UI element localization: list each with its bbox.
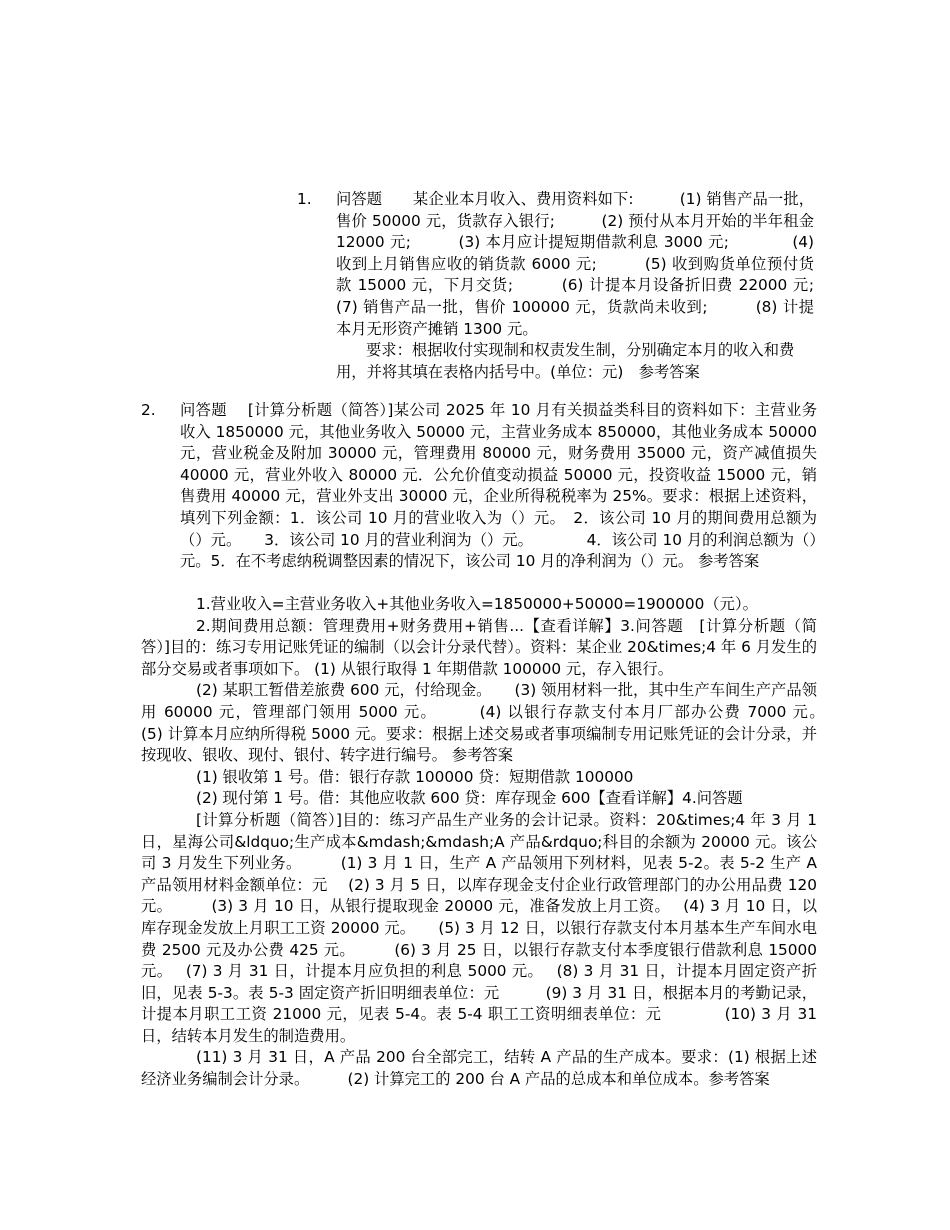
answer-line: (1) 银收第 1 号。借：银行存款 100000 贷：短期借款 100000	[196, 767, 634, 786]
answer-line: (2) 现付第 1 号。借：其他应收款 600 贷：库存现金 600【查看详解】4.问答题	[196, 789, 743, 808]
question-2	[141, 400, 817, 573]
question-body: 问答题 某企业本月收入、费用资料如下: (1) 销售产品一批，售价 50000 元，货款存入银行; (2) 预付从本月开始的半年租金 12000 元; (3) 本月应计提短期借款利息 3000 元; (4) 收到上月销售应收的销货款 6000 元; (5) 收到购货单位预付货款 15000 元，下月交货; (6) 计提本月设备折旧费 22000 元; (7) 销售产品一批，售价 100000 元，货款尚未收到; (8) 计提本月无形资产摊销 1300 元。	[336, 190, 860, 338]
answer-line: 2.期间费用总额：管理费用+财务费用+销售...【查看详解】3.问答题 [计算分析题（简答）]目的：练习专用记账凭证的编制（以会计分录代替）。资料：某企业 20&times;4 年 6 月发生的部分交易或者事项如下。 (1) 从银行取得 1 年期借款 100000 元，存入银行。	[141, 616, 817, 678]
question-1	[297, 189, 860, 383]
question-paragraph: [计算分析题（简答）]目的：练习产品生产业务的会计记录。资料：20&times;4 年 3 月 1 日，星海公司&ldquo;生产成本&mdash;&mdash;A 产品&rdquo;科目的余额为 20000 元。该公司 3 月发生下列业务。 (1) 3 月 1 日，生产 A 产品领用下列材料，见表 5-2。表 5-2 生产 A 产品领用材料金额单位：元 (2) 3 月 5 日，以库存现金支付企业行政管理部门的办公用品费 120 元。 (3) 3 月 10 日，从银行提取现金 20000 元，准备发放上月工资。 (4) 3 月 10 日，以库存现金发放上月职工工资 20000 元。 (5) 3 月 12 日，以银行存款支付本月基本生产车间水电费 2500 元及办公费 425 元。 (6) 3 月 25 日，以银行存款支付本季度银行借款利息 15000 元。 (7) 3 月 31 日，计提本月应负担的利息 5000 元。 (8) 3 月 31 日，计提本月固定资产折旧，见表 5-3。表 5-3 固定资产折旧明细表单位：元 (9) 3 月 31 日，根据本月的考勤记录，计提本月职工工资 21000 元，见表 5-4。表 5-4 职工工资明细表单位：元 (10) 3 月 31 日，结转本月发生的制造费用。	[141, 810, 817, 1045]
question-paragraph: (2) 某职工暂借差旅费 600 元，付给现金。 (3) 领用材料一批，其中生产车间生产产品领用 60000 元，管理部门领用 5000 元。 (4) 以银行存款支付本月厂部办公费 7000 元。 (5) 计算本月应纳所得税 5000 元。要求：根据上述交易或者事项编制专用记账凭证的会计分录，并按现收、银收、现付、银付、转字进行编号。 参考答案	[141, 681, 863, 765]
question-paragraph: (11) 3 月 31 日，A 产品 200 台全部完工，结转 A 产品的生产成本。要求：(1) 根据上述经济业务编制会计分录。 (2) 计算完工的 200 台 A 产品的总成本和单位成本。参考答案	[141, 1048, 817, 1089]
question-requirement: 要求：根据收付实现制和权责发生制，分别确定本月的收入和费用，并将其填在表格内括号中。(单位：元) 参考答案	[336, 341, 795, 381]
question-body: 问答题 [计算分析题（简答）]某公司 2025 年 10 月有关损益类科目的资料如下：主营业务收入 1850000 元，其他业务收入 50000 元，主营业务成本 850000，其他业务成本 50000 元，营业税金及附加 30000 元，管理费用 80000 元，财务费用 35000 元，资产减值损失 40000 元，营业外收入 80000 元．公允价值变动损益 50000 元，投资收益 15000 元，销售费用 40000 元，营业外支出 30000 元，企业所得税税率为 25%。要求：根据上述资料，填列下列金额：1．该公司 10 月的营业收入为（）元。 2．该公司 10 月的期间费用总额为（）元。 3．该公司 10 月的营业利润为（）元。 4．该公司 10 月的利润总额为（）元。5．在不考虑纳税调整因素的情况下，该公司 10 月的净利润为（）元。 参考答案	[180, 401, 817, 571]
answer-line: 1.营业收入=主营业务收入+其他业务收入=1850000+50000=1900000（元）。	[196, 595, 758, 613]
answers-and-questions	[141, 594, 863, 1091]
question-number: 1.	[297, 190, 312, 208]
question-number: 2.	[141, 401, 156, 419]
